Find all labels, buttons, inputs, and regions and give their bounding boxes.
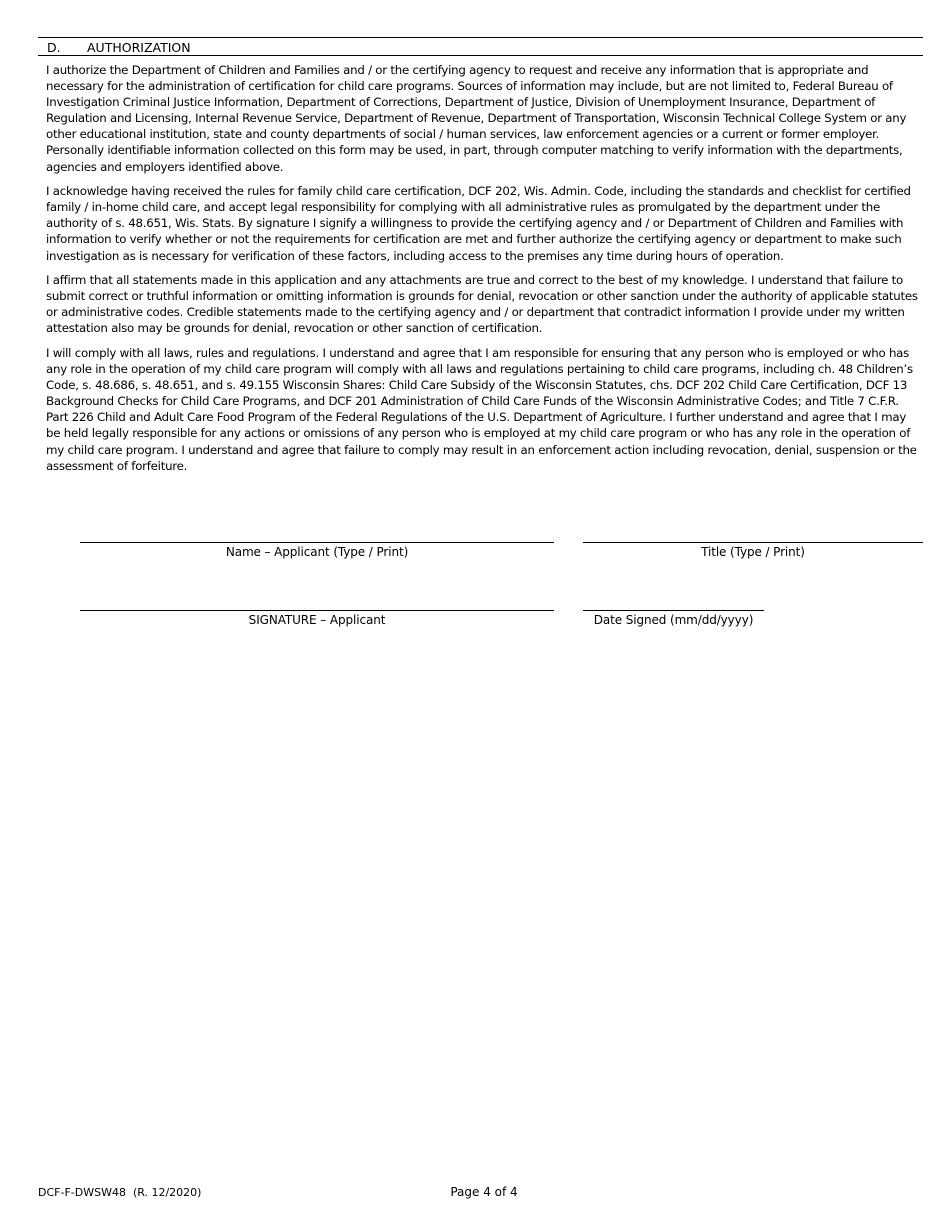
signature-label: SIGNATURE – Applicant <box>248 613 386 627</box>
paragraph-affirmation: I affirm that all statements made in this application and any attachments are true and correct to the best of my knowledge. I understand that failure to submit correct or truthful information or omitting information is grounds for denial, revocation or other sanction under the authority of applicable statutes or administrative codes. Credible statements made to the certifying agency and / or department that contradict information I provide under my written attestation also may be grounds for denial, revocation or other sanction of certification. <box>46 273 918 336</box>
paragraph-compliance: I will comply with all laws, rules and regulations. I understand and agree that I am responsible for ensuring that any person who is employed or who has any role in the operation of my child care program will comply with all laws and regulations pertaining to child care programs, including ch. 48 Children’s Code, s. 48.686, s. 48.651, and s. 49.155 Wisconsin Shares: Child Care Subsidy of the Wisconsin Statutes, chs. DCF 202 Child Care Certification, DCF 13 Background Checks for Child Care Programs, and DCF 201 Administration of Child Care Funds of the Wisconsin Administrative Codes; and Title 7 C.F.R. Part 226 Child and Adult Care Food Program of the Federal Regulations of the U.S. Department of Agriculture. I further understand and agree that I may be held legally responsible for any actions or omissions of any person who is employed at my child care program or who has any role in the operation of my child care program. I understand and agree that failure to comply may result in an enforcement action including revocation, denial, suspension or the assessment of forfeiture. <box>46 346 917 473</box>
section-title: AUTHORIZATION <box>87 40 191 55</box>
name-field-line[interactable] <box>80 542 554 543</box>
authorization-text <box>46 62 920 482</box>
page-number: Page 4 of 4 <box>450 1185 518 1199</box>
signature-field-line[interactable] <box>80 610 554 611</box>
paragraph-information-release: I authorize the Department of Children and Families and / or the certifying agency to request and receive any information that is appropriate and necessary for the administration of certification for child care programs. Sources of information may include, but are not limited to, Federal Bureau of Investigation Criminal Justice Information, Department of Corrections, Department of Justice, Division of Unemployment Insurance, Department of Regulation and Licensing, Internal Revenue Service, Department of Revenue, Department of Transportation, Wisconsin Technical College System or any other educational institution, state and county departments of social / human services, law enforcement agencies or a current or former employer. Personally identifiable information collected on this form may be used, in part, through computer matching to verify information with the departments, agencies and employers identified above. <box>46 63 907 174</box>
form-id: DCF-F-DWSW48 (R. 12/2020) <box>38 1186 202 1199</box>
section-header <box>38 37 923 56</box>
title-field-line[interactable] <box>583 542 923 543</box>
name-label: Name – Applicant (Type / Print) <box>225 545 409 559</box>
date-label: Date Signed (mm/dd/yyyy) <box>593 613 754 627</box>
date-field-line[interactable] <box>583 610 764 611</box>
section-letter: D. <box>47 40 61 55</box>
paragraph-rules-acknowledgement: I acknowledge having received the rules for family child care certification, DCF 202, Wis. Admin. Code, including the standards and checklist for certified family / in-home child care, and accept legal responsibility for complying with all administrative rules as promulgated by the department under the authority of s. 48.651, Wis. Stats. By signature I signify a willingness to provide the certifying agency and / or Department of Children and Families with information to verify whether or not the requirements for certification are met and further authorize the certifying agency or department to make such investigation as is necessary for verification of these factors, including access to the premises any time during hours of operation. <box>46 184 911 263</box>
title-label: Title (Type / Print) <box>701 545 805 559</box>
